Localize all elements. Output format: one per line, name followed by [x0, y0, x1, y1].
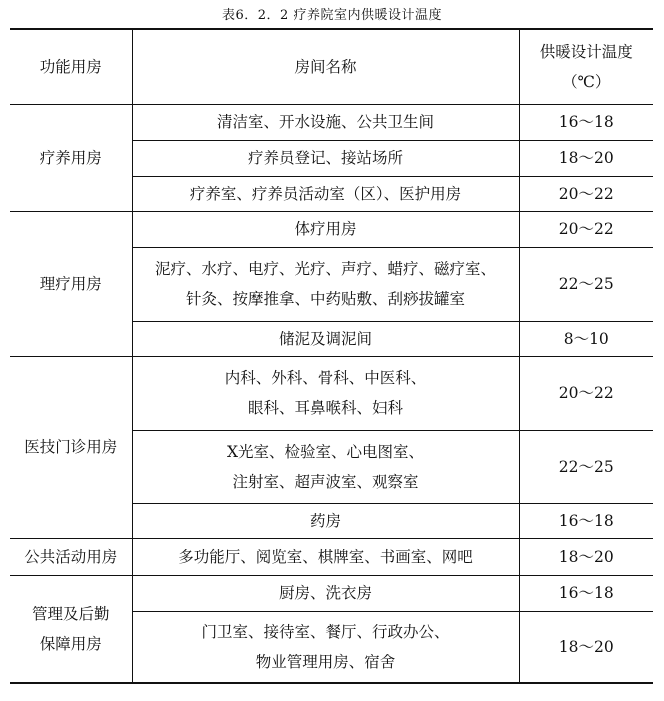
header-row	[10, 29, 653, 104]
function-cell: 理疗用房	[10, 211, 132, 356]
function-cell: 医技门诊用房	[10, 356, 132, 538]
function-line: 管理及后勤	[31, 604, 110, 623]
room-line: 门卫室、接待室、餐厅、行政办公、	[201, 622, 450, 641]
table-row	[10, 104, 653, 140]
room-line: 眼科、耳鼻喉科、妇科	[247, 399, 403, 417]
room-line: 内科、外科、骨科、中医科、	[224, 369, 427, 387]
header-temperature-unit: （℃）	[562, 72, 611, 91]
table-row	[10, 356, 653, 430]
header-function: 功能用房	[10, 29, 132, 104]
temp-cell: 18～20	[519, 538, 653, 575]
room-cell: 清洁室、开水设施、公共卫生间	[132, 104, 519, 140]
room-cell: 体疗用房	[132, 211, 519, 247]
table-caption: 表6．2．2 疗养院室内供暖设计温度	[222, 8, 442, 23]
heating-temperature-table	[10, 28, 653, 684]
room-cell	[132, 430, 519, 503]
table-row	[10, 538, 653, 575]
header-temperature-line1: 供暖设计温度	[539, 42, 633, 61]
table-row	[10, 211, 653, 247]
function-cell	[10, 575, 132, 683]
temp-cell: 18～20	[519, 140, 653, 176]
temp-cell: 22～25	[519, 430, 653, 503]
room-line: X光室、检验室、心电图室、	[226, 442, 425, 461]
room-cell	[132, 611, 519, 683]
room-cell: 疗养员登记、接站场所	[132, 140, 519, 176]
temp-cell: 16～18	[519, 104, 653, 140]
room-cell	[132, 247, 519, 321]
function-cell: 疗养用房	[10, 104, 132, 211]
temp-cell: 8～10	[519, 321, 653, 356]
room-cell: 药房	[132, 503, 519, 538]
table-row	[10, 575, 653, 611]
room-line: 注射室、超声波室、观察室	[232, 472, 419, 491]
temp-cell: 18～20	[519, 611, 653, 683]
header-temperature	[519, 29, 653, 104]
temp-cell: 16～18	[519, 575, 653, 611]
room-cell: 厨房、洗衣房	[132, 575, 519, 611]
header-room-name: 房间名称	[132, 29, 519, 104]
room-line: 针灸、按摩推拿、中药贴敷、刮痧拔罐室	[185, 290, 465, 308]
room-cell: 多功能厅、阅览室、棋牌室、书画室、网吧	[132, 538, 519, 575]
room-line: 泥疗、水疗、电疗、光疗、声疗、蜡疗、磁疗室、	[154, 260, 496, 278]
temp-cell: 20～22	[519, 176, 653, 211]
temp-cell: 20～22	[519, 356, 653, 430]
room-cell: 储泥及调泥间	[132, 321, 519, 356]
function-cell: 公共活动用房	[10, 538, 132, 575]
temp-cell: 22～25	[519, 247, 653, 321]
room-cell	[132, 356, 519, 430]
temp-cell: 20～22	[519, 211, 653, 247]
room-cell: 疗养室、疗养员活动室（区）、医护用房	[132, 176, 519, 211]
room-line: 物业管理用房、宿舍	[255, 652, 396, 671]
function-line: 保障用房	[39, 634, 102, 653]
temp-cell: 16～18	[519, 503, 653, 538]
